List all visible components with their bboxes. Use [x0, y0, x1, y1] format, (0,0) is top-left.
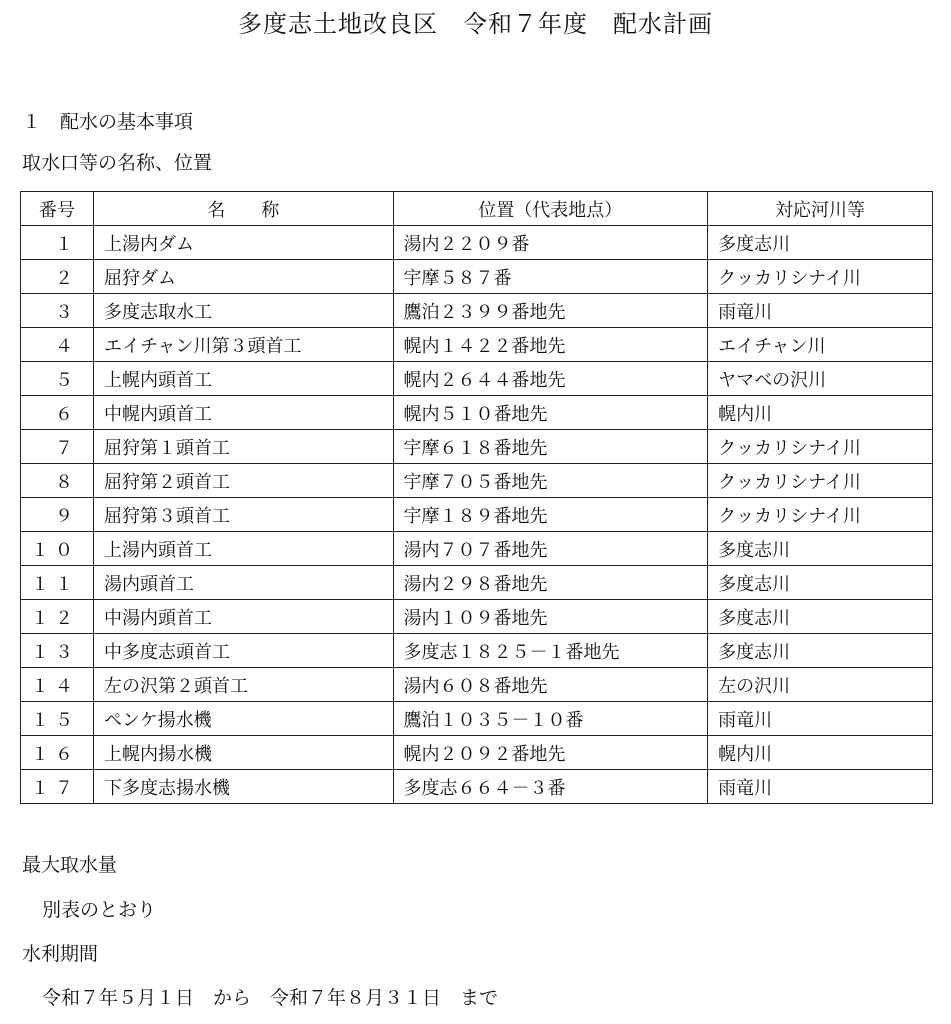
row-number: ８	[21, 464, 94, 498]
row-location: 宇摩１８９番地先	[393, 498, 708, 532]
table-row	[21, 430, 933, 464]
table-header-row	[21, 192, 933, 226]
table-row	[21, 532, 933, 566]
row-river: クッカリシナイ川	[708, 260, 933, 294]
table-row	[21, 702, 933, 736]
row-name: 上湯内頭首工	[94, 532, 394, 566]
row-number: ３	[21, 294, 94, 328]
row-location: 湯内６０８番地先	[393, 668, 708, 702]
table-row	[21, 226, 933, 260]
row-location: 湯内２２０９番	[393, 226, 708, 260]
table-row	[21, 396, 933, 430]
row-name: 上湯内ダム	[94, 226, 394, 260]
water-period-label: 水利期間	[22, 943, 99, 965]
row-number: １５	[21, 702, 94, 736]
row-location: 幌内２０９２番地先	[393, 736, 708, 770]
row-location: 湯内２９８番地先	[393, 566, 708, 600]
row-name: 上幌内揚水機	[94, 736, 394, 770]
row-name: 屈狩第３頭首工	[94, 498, 394, 532]
table-row	[21, 668, 933, 702]
row-river: 多度志川	[708, 226, 933, 260]
row-river: 雨竜川	[708, 294, 933, 328]
header-number: 番号	[21, 192, 94, 226]
section-heading: １ 配水の基本事項	[22, 111, 194, 133]
row-location: 湯内７０７番地先	[393, 532, 708, 566]
row-name: 多度志取水工	[94, 294, 394, 328]
row-name: エイチャン川第３頭首工	[94, 328, 394, 362]
max-intake-value: 別表のとおり	[42, 899, 157, 921]
row-number: ９	[21, 498, 94, 532]
row-number: １０	[21, 532, 94, 566]
row-river: 雨竜川	[708, 770, 933, 804]
row-location: 幌内２６４４番地先	[393, 362, 708, 396]
row-number: ６	[21, 396, 94, 430]
row-location: 鷹泊１０３５－１０番	[393, 702, 708, 736]
row-name: 湯内頭首工	[94, 566, 394, 600]
table-row	[21, 498, 933, 532]
table-row	[21, 328, 933, 362]
water-period-value: 令和７年５月１日 から 令和７年８月３１日 まで	[42, 987, 499, 1009]
row-number: ２	[21, 260, 94, 294]
row-location: 鷹泊２３９９番地先	[393, 294, 708, 328]
row-river: クッカリシナイ川	[708, 430, 933, 464]
row-location: 幌内１４２２番地先	[393, 328, 708, 362]
row-river: 幌内川	[708, 396, 933, 430]
row-location: 湯内１０９番地先	[393, 600, 708, 634]
row-name: 中湯内頭首工	[94, 600, 394, 634]
table-row	[21, 634, 933, 668]
header-river: 対応河川等	[708, 192, 933, 226]
row-river: 雨竜川	[708, 702, 933, 736]
row-river: クッカリシナイ川	[708, 498, 933, 532]
row-river: 左の沢川	[708, 668, 933, 702]
document-title: 多度志土地改良区 令和７年度 配水計画	[238, 10, 713, 38]
intake-table	[20, 191, 933, 804]
row-number: １４	[21, 668, 94, 702]
row-river: 多度志川	[708, 532, 933, 566]
row-number: １７	[21, 770, 94, 804]
table-row	[21, 464, 933, 498]
row-river: ヤマベの沢川	[708, 362, 933, 396]
row-number: １１	[21, 566, 94, 600]
row-river: クッカリシナイ川	[708, 464, 933, 498]
table-row	[21, 770, 933, 804]
row-number: １６	[21, 736, 94, 770]
table-row	[21, 566, 933, 600]
table-body	[21, 226, 933, 804]
row-name: 下多度志揚水機	[94, 770, 394, 804]
row-number: １	[21, 226, 94, 260]
table-row	[21, 260, 933, 294]
table-row	[21, 600, 933, 634]
row-river: 多度志川	[708, 566, 933, 600]
row-number: １３	[21, 634, 94, 668]
table-row	[21, 736, 933, 770]
row-name: 中幌内頭首工	[94, 396, 394, 430]
row-number: １２	[21, 600, 94, 634]
row-name: 屈狩ダム	[94, 260, 394, 294]
row-location: 幌内５１０番地先	[393, 396, 708, 430]
row-name: ペンケ揚水機	[94, 702, 394, 736]
intake-heading: 取水口等の名称、位置	[22, 152, 213, 174]
row-name: 中多度志頭首工	[94, 634, 394, 668]
row-location: 宇摩７０５番地先	[393, 464, 708, 498]
row-location: 宇摩５８７番	[393, 260, 708, 294]
table-row	[21, 294, 933, 328]
row-name: 屈狩第１頭首工	[94, 430, 394, 464]
row-location: 多度志１８２５－１番地先	[393, 634, 708, 668]
row-name: 左の沢第２頭首工	[94, 668, 394, 702]
row-river: 幌内川	[708, 736, 933, 770]
header-location: 位置（代表地点）	[393, 192, 708, 226]
row-name: 上幌内頭首工	[94, 362, 394, 396]
row-name: 屈狩第２頭首工	[94, 464, 394, 498]
row-number: ５	[21, 362, 94, 396]
row-river: 多度志川	[708, 634, 933, 668]
row-river: エイチャン川	[708, 328, 933, 362]
max-intake-label: 最大取水量	[22, 854, 118, 876]
row-river: 多度志川	[708, 600, 933, 634]
header-name: 名 称	[94, 192, 394, 226]
row-location: 多度志６６４－３番	[393, 770, 708, 804]
row-number: ７	[21, 430, 94, 464]
row-number: ４	[21, 328, 94, 362]
row-location: 宇摩６１８番地先	[393, 430, 708, 464]
table-row	[21, 362, 933, 396]
